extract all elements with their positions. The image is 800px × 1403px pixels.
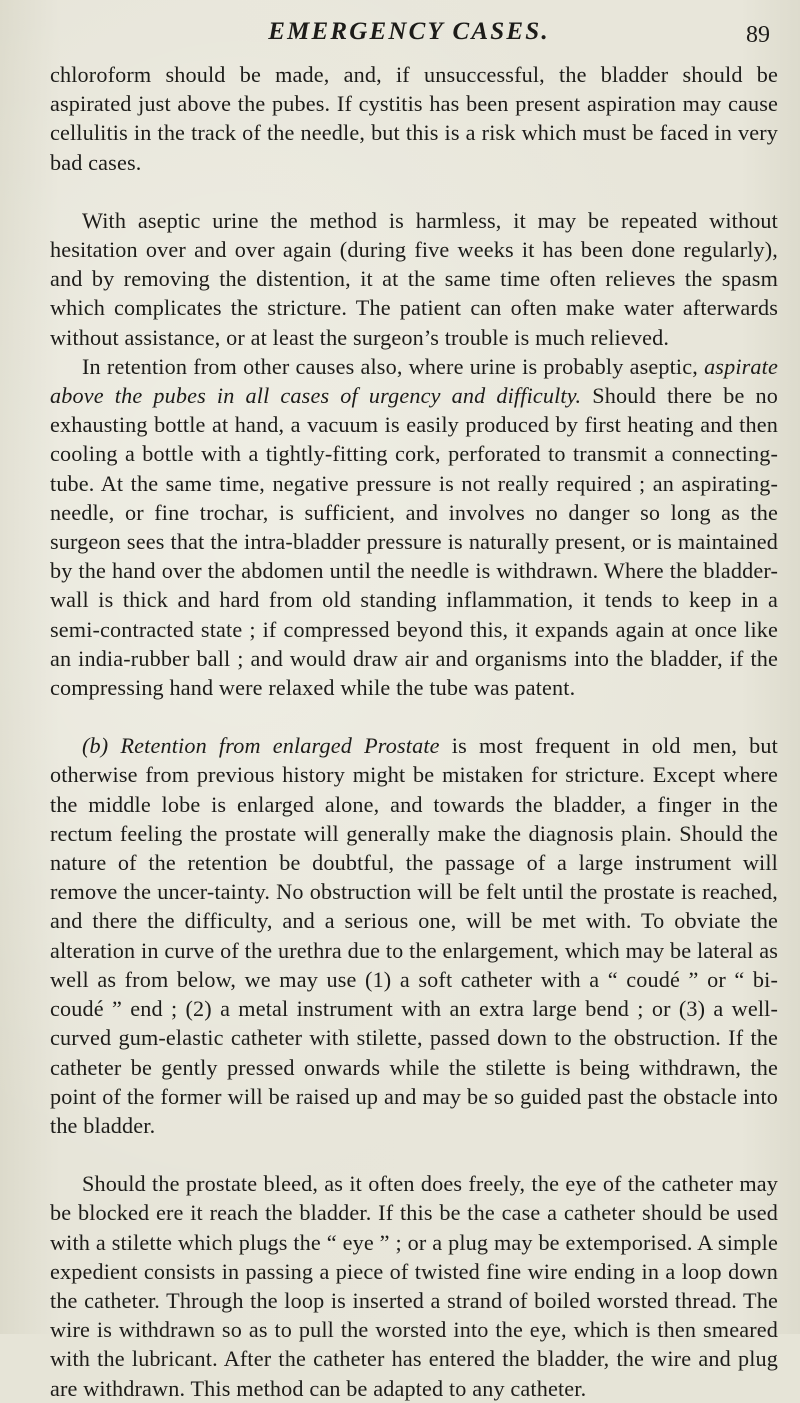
paragraph-gap xyxy=(50,177,778,206)
paragraph-2: With aseptic urine the method is harmless, it may be repeated without hesitation over and over again (during five weeks it has been done regularly), and by removing the distention, it at the same time often relieves the spasm which complicates the stricture. The patient can often make water afterwards without assistance, or at least the surgeon’s trouble is much relieved. xyxy=(50,207,778,350)
paragraph-3-emphasis: aspirate above the pubes in all cases of urgency and difficulty. xyxy=(50,353,778,409)
paragraph-5: Should the prostate bleed, as it often does freely, the eye of the catheter may be blocked ere it reach the bladder. If this be the case a catheter should be used with a stilette which plugs the “ eye ” ; or a plug may be extemporised. A simple expedient consists in passing a piece of twisted fine wire ending in a loop down the catheter. Through the loop is inserted a strand of boiled worsted thread. The wire is withdrawn so as to pull the worsted into the eye, which is then smeared with the lubricant. After the catheter has entered the bladder, the wire and plug are withdrawn. This method can be adapted to any catheter. xyxy=(50,1171,778,1401)
page-header xyxy=(50,18,778,58)
running-head: EMERGENCY CASES. xyxy=(268,18,550,45)
paragraph-4-rest: is most frequent in old men, but otherwise from previous history might be mistaken for stricture. Except where the middle lobe is enlarged alone, and towards the bladder, a finger in the rectum feeling the prostate will generally make the diagnosis plain. Should the nature of the retention be doubtful, the passage of a large instrument will remove the uncer-tainty. No obstruction will be felt until the prostate is reached, and there the difficulty, and a serious one, will be met with. To obviate the alteration in curve of the urethra due to the enlargement, which may be lateral as well as from below, we may use (1) a soft catheter with a “ coudé ” or “ bi-coudé ” end ; (2) a metal instrument with an extra large bend ; or (3) a well-curved gum-elastic catheter with stilette, passed down to the obstruction. If the catheter be gently pressed onwards while the stilette is being withdrawn, the point of the former will be raised up and may be so guided past the obstacle into the bladder. xyxy=(50,733,778,1138)
page-number: 89 xyxy=(746,22,770,48)
paragraph-3-start: In retention from other causes also, where urine is probably aseptic, xyxy=(82,353,698,379)
paragraph-4 xyxy=(50,731,778,1140)
section-heading-enlarged-prostate: (b) Retention from enlarged Prostate xyxy=(82,733,440,759)
paragraph-3-rest: Should there be no exhausting bottle at hand, a vacuum is easily produced by first heating and then cooling a bottle with a tightly-fitting cork, perforated to transmit a connecting-tube. At the same time, negative pressure is not really required ; an aspirating-needle, or fine trochar, is sufficient, and involves no danger so long as the surgeon sees that the intra-bladder pressure is naturally present, or is maintained by the hand over the abdomen until the needle is withdrawn. Where the bladder-wall is thick and hard from old standing inflammation, it tends to keep in a semi-contracted state ; if compressed beyond this, it expands again at once like an india-rubber ball ; and would draw air and organisms into the bladder, if the compressing hand were relaxed while the tube was patent. xyxy=(50,383,778,701)
paragraph-1: chloroform should be made, and, if unsuccessful, the bladder should be aspirated just above the pubes. If cystitis has been present aspiration may cause cellulitis in the track of the needle, but this is a risk which must be faced in very bad cases. xyxy=(50,62,778,175)
paragraph-gap xyxy=(50,702,778,731)
paragraph-gap xyxy=(50,1140,778,1169)
paragraph-3 xyxy=(50,352,778,702)
